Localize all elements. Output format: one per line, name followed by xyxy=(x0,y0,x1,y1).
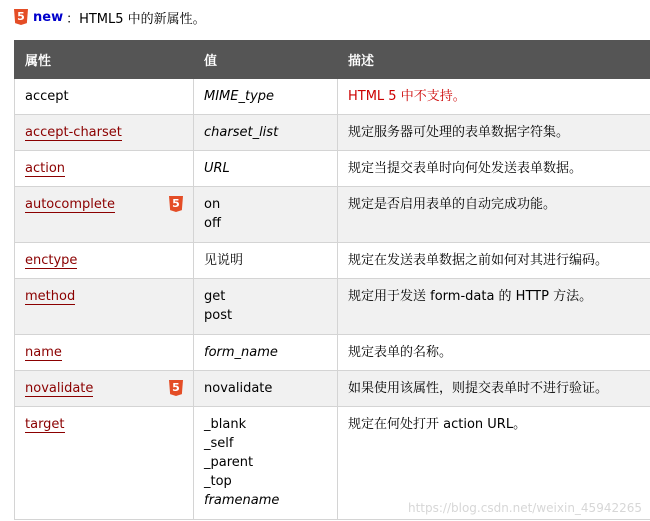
note-text: ：HTML5 中的新属性。 xyxy=(66,11,206,27)
attribute-cell xyxy=(15,279,194,335)
description-cell: 规定服务器可处理的表单数据字符集。 xyxy=(338,115,650,151)
watermark: https://blog.csdn.net/weixin_45942265 xyxy=(407,501,642,515)
attribute-enctype-link[interactable]: enctype xyxy=(25,253,78,268)
table-row xyxy=(15,151,650,187)
attribute-accept-charset-link[interactable]: accept-charset xyxy=(25,125,122,140)
header-description: 描述 xyxy=(338,41,650,79)
header-value: 值 xyxy=(194,41,338,79)
table-row xyxy=(15,115,650,151)
table-row xyxy=(15,371,650,407)
attribute-cell xyxy=(15,335,194,371)
description-cell: 规定是否启用表单的自动完成功能。 xyxy=(338,187,650,243)
description-cell: 如果使用该属性，则提交表单时不进行验证。 xyxy=(338,371,650,407)
value-cell xyxy=(194,371,338,407)
description-cell: 规定当提交表单时向何处发送表单数据。 xyxy=(338,151,650,187)
attribute-cell xyxy=(15,115,194,151)
description-cell: 规定用于发送 form-data 的 HTTP 方法。 xyxy=(338,279,650,335)
value-cell xyxy=(194,335,338,371)
attribute-accept-label: accept xyxy=(25,89,69,104)
table-row xyxy=(15,279,650,335)
value-option: _blank xyxy=(204,417,247,432)
value-option: off xyxy=(204,216,221,231)
value-option: framename xyxy=(204,493,280,508)
description-cell: 规定表单的名称。 xyxy=(338,335,650,371)
attribute-novalidate-link[interactable]: novalidate xyxy=(25,381,94,396)
value-cell xyxy=(194,407,338,520)
description-cell: 规定在何处打开 action URL。 xyxy=(338,407,650,520)
html5-note xyxy=(14,6,206,28)
table-row xyxy=(15,79,650,115)
table-header-row xyxy=(15,41,650,79)
attribute-autocomplete-link[interactable]: autocomplete xyxy=(25,197,115,212)
html5-badge-icon xyxy=(14,9,28,25)
attribute-name-link[interactable]: name xyxy=(25,345,62,360)
value-option: 见说明 xyxy=(204,253,244,268)
attribute-action-link[interactable]: action xyxy=(25,161,66,176)
value-cell xyxy=(194,79,338,115)
table-row xyxy=(15,335,650,371)
value-option: MIME_type xyxy=(204,89,275,104)
table-row xyxy=(15,187,650,243)
value-cell xyxy=(194,187,338,243)
html5-badge-icon xyxy=(169,196,183,212)
value-option: _top xyxy=(204,474,232,489)
value-option: form_name xyxy=(204,345,278,360)
value-option: novalidate xyxy=(204,381,273,396)
form-attributes-table xyxy=(14,40,650,520)
value-option: on xyxy=(204,197,221,212)
attribute-cell xyxy=(15,243,194,279)
description-cell: 规定在发送表单数据之前如何对其进行编码。 xyxy=(338,243,650,279)
value-option: post xyxy=(204,308,233,323)
attribute-cell xyxy=(15,187,194,243)
new-label: new xyxy=(33,9,64,25)
table-row xyxy=(15,243,650,279)
attribute-cell xyxy=(15,371,194,407)
attribute-target-link[interactable]: target xyxy=(25,417,65,432)
value-option: _parent xyxy=(204,455,254,470)
attribute-method-link[interactable]: method xyxy=(25,289,76,304)
value-cell xyxy=(194,115,338,151)
attribute-cell xyxy=(15,79,194,115)
value-cell xyxy=(194,279,338,335)
value-option: URL xyxy=(204,161,230,176)
header-attribute: 属性 xyxy=(15,41,194,79)
value-option: charset_list xyxy=(204,125,279,140)
value-option: _self xyxy=(204,436,234,451)
html5-badge-icon xyxy=(169,380,183,396)
value-option: get xyxy=(204,289,226,304)
description-cell: HTML 5 中不支持。 xyxy=(338,79,650,115)
attribute-cell xyxy=(15,151,194,187)
value-cell xyxy=(194,243,338,279)
value-cell xyxy=(194,151,338,187)
attribute-cell xyxy=(15,407,194,520)
